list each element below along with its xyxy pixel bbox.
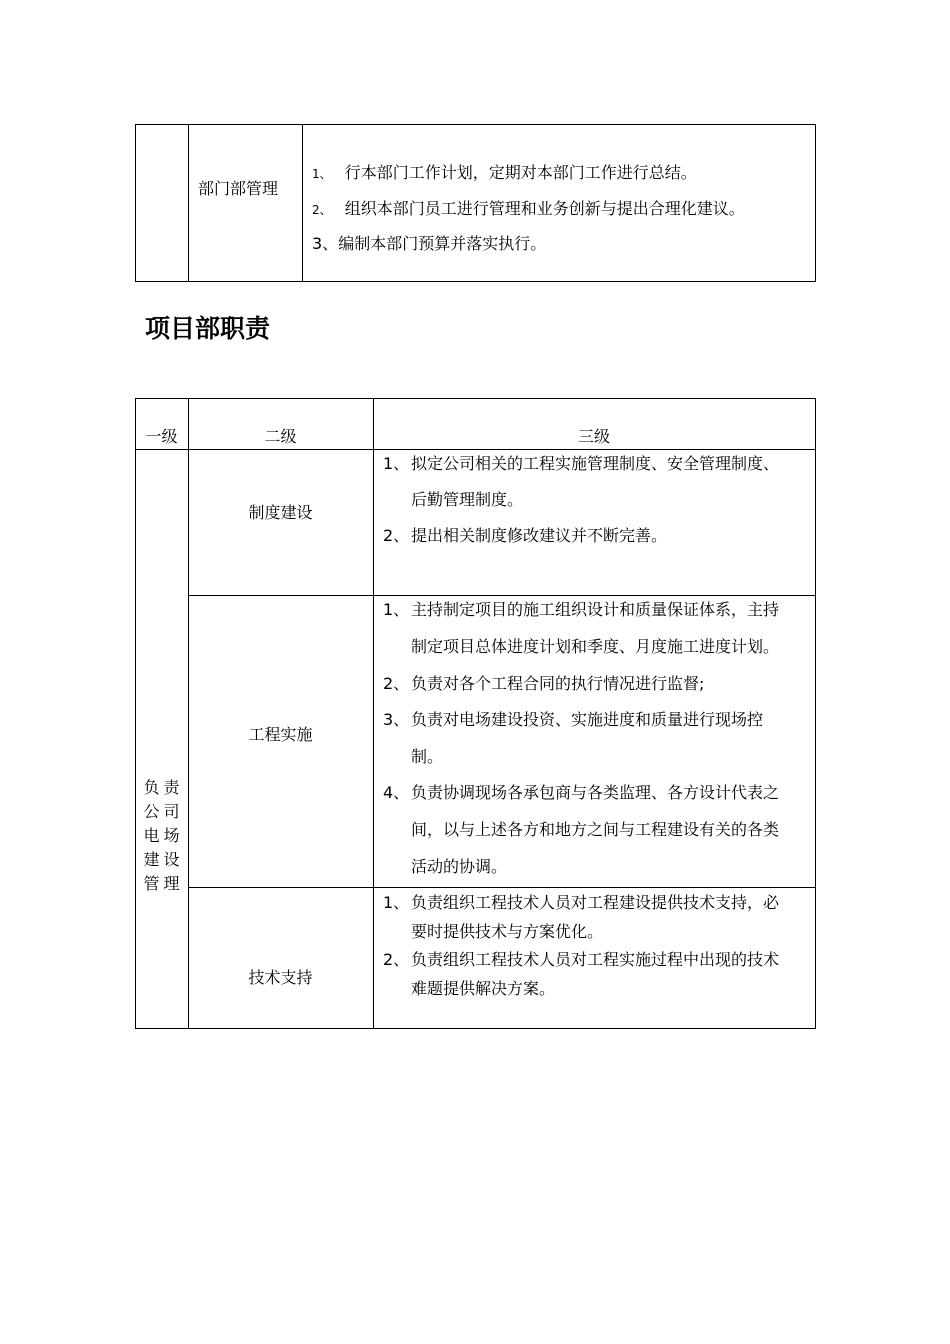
header-level2: 二级 — [264, 427, 297, 446]
level2-technical-support: 技术支持 — [248, 968, 313, 987]
section-title: 项目部职责 — [145, 314, 271, 343]
item-number: 1、 — [312, 167, 332, 181]
list-item — [312, 199, 745, 220]
level1-label: 负责 公司 电场 建设 管理 — [143, 778, 184, 893]
item-text: 行本部门工作计划，定期对本部门工作进行总结。 — [344, 163, 697, 182]
level2-system-building: 制度建设 — [248, 503, 313, 522]
list-item — [312, 163, 697, 184]
list-item — [312, 234, 546, 254]
item-number: 2、 — [312, 203, 332, 217]
item-text: 编制本部门预算并落实执行。 — [338, 234, 547, 253]
level2-engineering: 工程实施 — [248, 725, 313, 744]
item-text: 组织本部门员工进行管理和业务创新与提出合理化建议。 — [344, 199, 745, 218]
header-level1: 一级 — [145, 427, 178, 446]
level2-label: 部门部管理 — [198, 179, 279, 198]
header-level3: 三级 — [577, 427, 610, 446]
item-number: 3、 — [312, 234, 339, 253]
